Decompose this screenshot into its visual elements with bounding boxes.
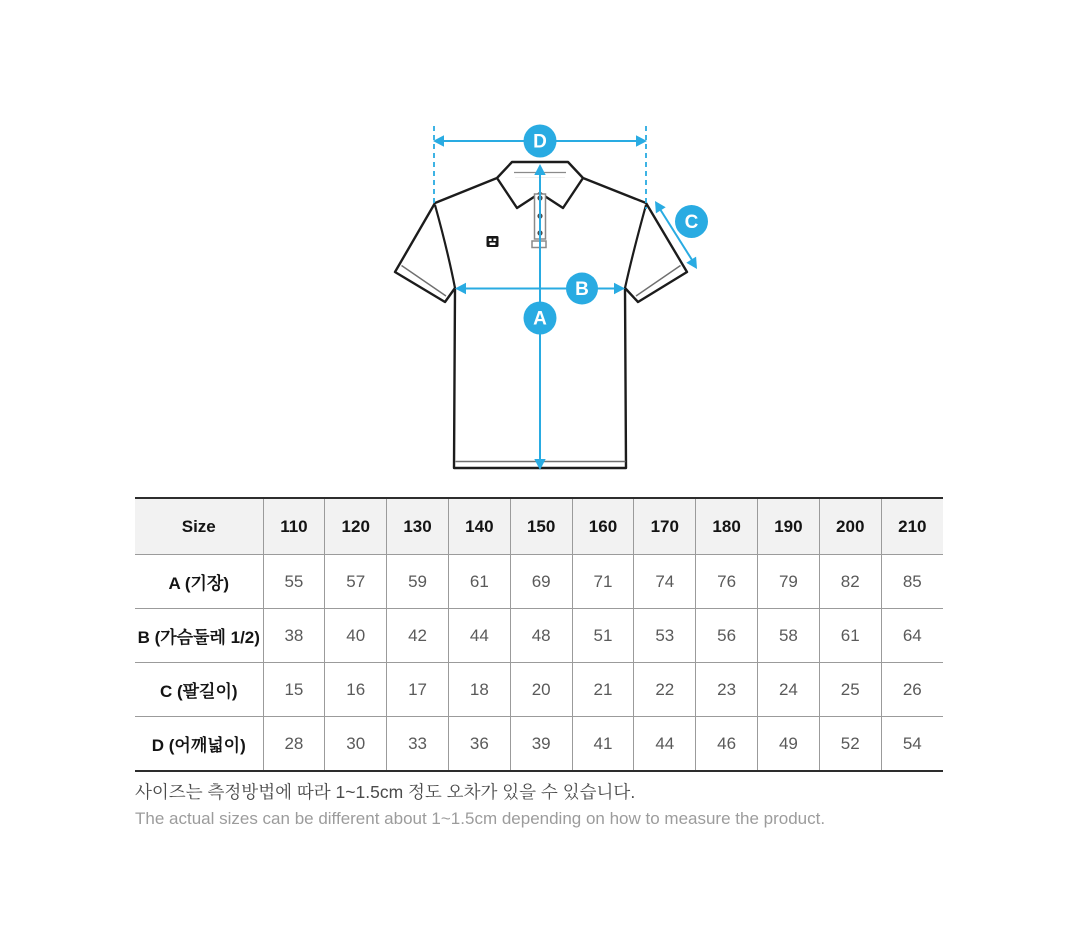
size-header: 110 <box>263 498 325 555</box>
size-value: 18 <box>448 663 510 717</box>
size-value: 71 <box>572 555 634 609</box>
size-value: 82 <box>819 555 881 609</box>
size-value: 44 <box>634 717 696 772</box>
size-value: 49 <box>758 717 820 772</box>
size-value: 42 <box>387 609 449 663</box>
size-value: 79 <box>758 555 820 609</box>
size-header: 200 <box>819 498 881 555</box>
size-value: 30 <box>325 717 387 772</box>
size-value: 59 <box>387 555 449 609</box>
size-header: 160 <box>572 498 634 555</box>
size-header: 120 <box>325 498 387 555</box>
size-value: 58 <box>758 609 820 663</box>
arrowhead <box>655 201 666 213</box>
size-header: 170 <box>634 498 696 555</box>
row-label: C (팔길이) <box>135 663 263 717</box>
size-header: 130 <box>387 498 449 555</box>
size-value: 85 <box>881 555 943 609</box>
marker-label-c: C <box>684 212 699 233</box>
marker-label-b: B <box>575 279 589 300</box>
size-value: 55 <box>263 555 325 609</box>
size-value: 56 <box>696 609 758 663</box>
size-value: 64 <box>881 609 943 663</box>
size-value: 53 <box>634 609 696 663</box>
size-value: 46 <box>696 717 758 772</box>
size-value: 28 <box>263 717 325 772</box>
size-value: 44 <box>448 609 510 663</box>
row-label: D (어깨넓이) <box>135 717 263 772</box>
size-value: 61 <box>819 609 881 663</box>
size-value: 57 <box>325 555 387 609</box>
size-value: 17 <box>387 663 449 717</box>
table-row-chest <box>135 609 943 663</box>
row-label: A (기장) <box>135 555 263 609</box>
footnote-korean: 사이즈는 측정방법에 따라 1~1.5cm 정도 오차가 있을 수 있습니다. <box>135 782 636 802</box>
size-value: 76 <box>696 555 758 609</box>
size-value: 33 <box>387 717 449 772</box>
size-value: 15 <box>263 663 325 717</box>
size-value: 48 <box>510 609 572 663</box>
table-row-shoulder <box>135 717 943 772</box>
size-value: 24 <box>758 663 820 717</box>
size-value: 54 <box>881 717 943 772</box>
size-value: 74 <box>634 555 696 609</box>
size-value: 41 <box>572 717 634 772</box>
brand-logo-icon <box>487 236 499 247</box>
marker-label-a: A <box>533 308 547 330</box>
table-row-length <box>135 555 943 609</box>
row-label: B (가슴둘레 1/2) <box>135 609 263 663</box>
size-value: 25 <box>819 663 881 717</box>
size-value: 39 <box>510 717 572 772</box>
size-header: 190 <box>758 498 820 555</box>
size-header: 140 <box>448 498 510 555</box>
table-row-sleeve <box>135 663 943 717</box>
size-value: 40 <box>325 609 387 663</box>
footnote-english: The actual sizes can be different about 1~1.5cm depending on how to measure the product. <box>135 809 826 828</box>
size-header: 180 <box>696 498 758 555</box>
size-value: 23 <box>696 663 758 717</box>
size-column-header: Size <box>135 498 263 555</box>
size-table-header-row <box>135 498 943 555</box>
size-value: 52 <box>819 717 881 772</box>
size-value: 20 <box>510 663 572 717</box>
size-value: 36 <box>448 717 510 772</box>
size-value: 38 <box>263 609 325 663</box>
size-value: 26 <box>881 663 943 717</box>
size-value: 61 <box>448 555 510 609</box>
size-header: 210 <box>881 498 943 555</box>
size-value: 51 <box>572 609 634 663</box>
size-value: 69 <box>510 555 572 609</box>
marker-label-d: D <box>533 131 547 153</box>
size-header: 150 <box>510 498 572 555</box>
size-table <box>135 497 943 772</box>
size-value: 22 <box>634 663 696 717</box>
size-value: 16 <box>325 663 387 717</box>
size-value: 21 <box>572 663 634 717</box>
